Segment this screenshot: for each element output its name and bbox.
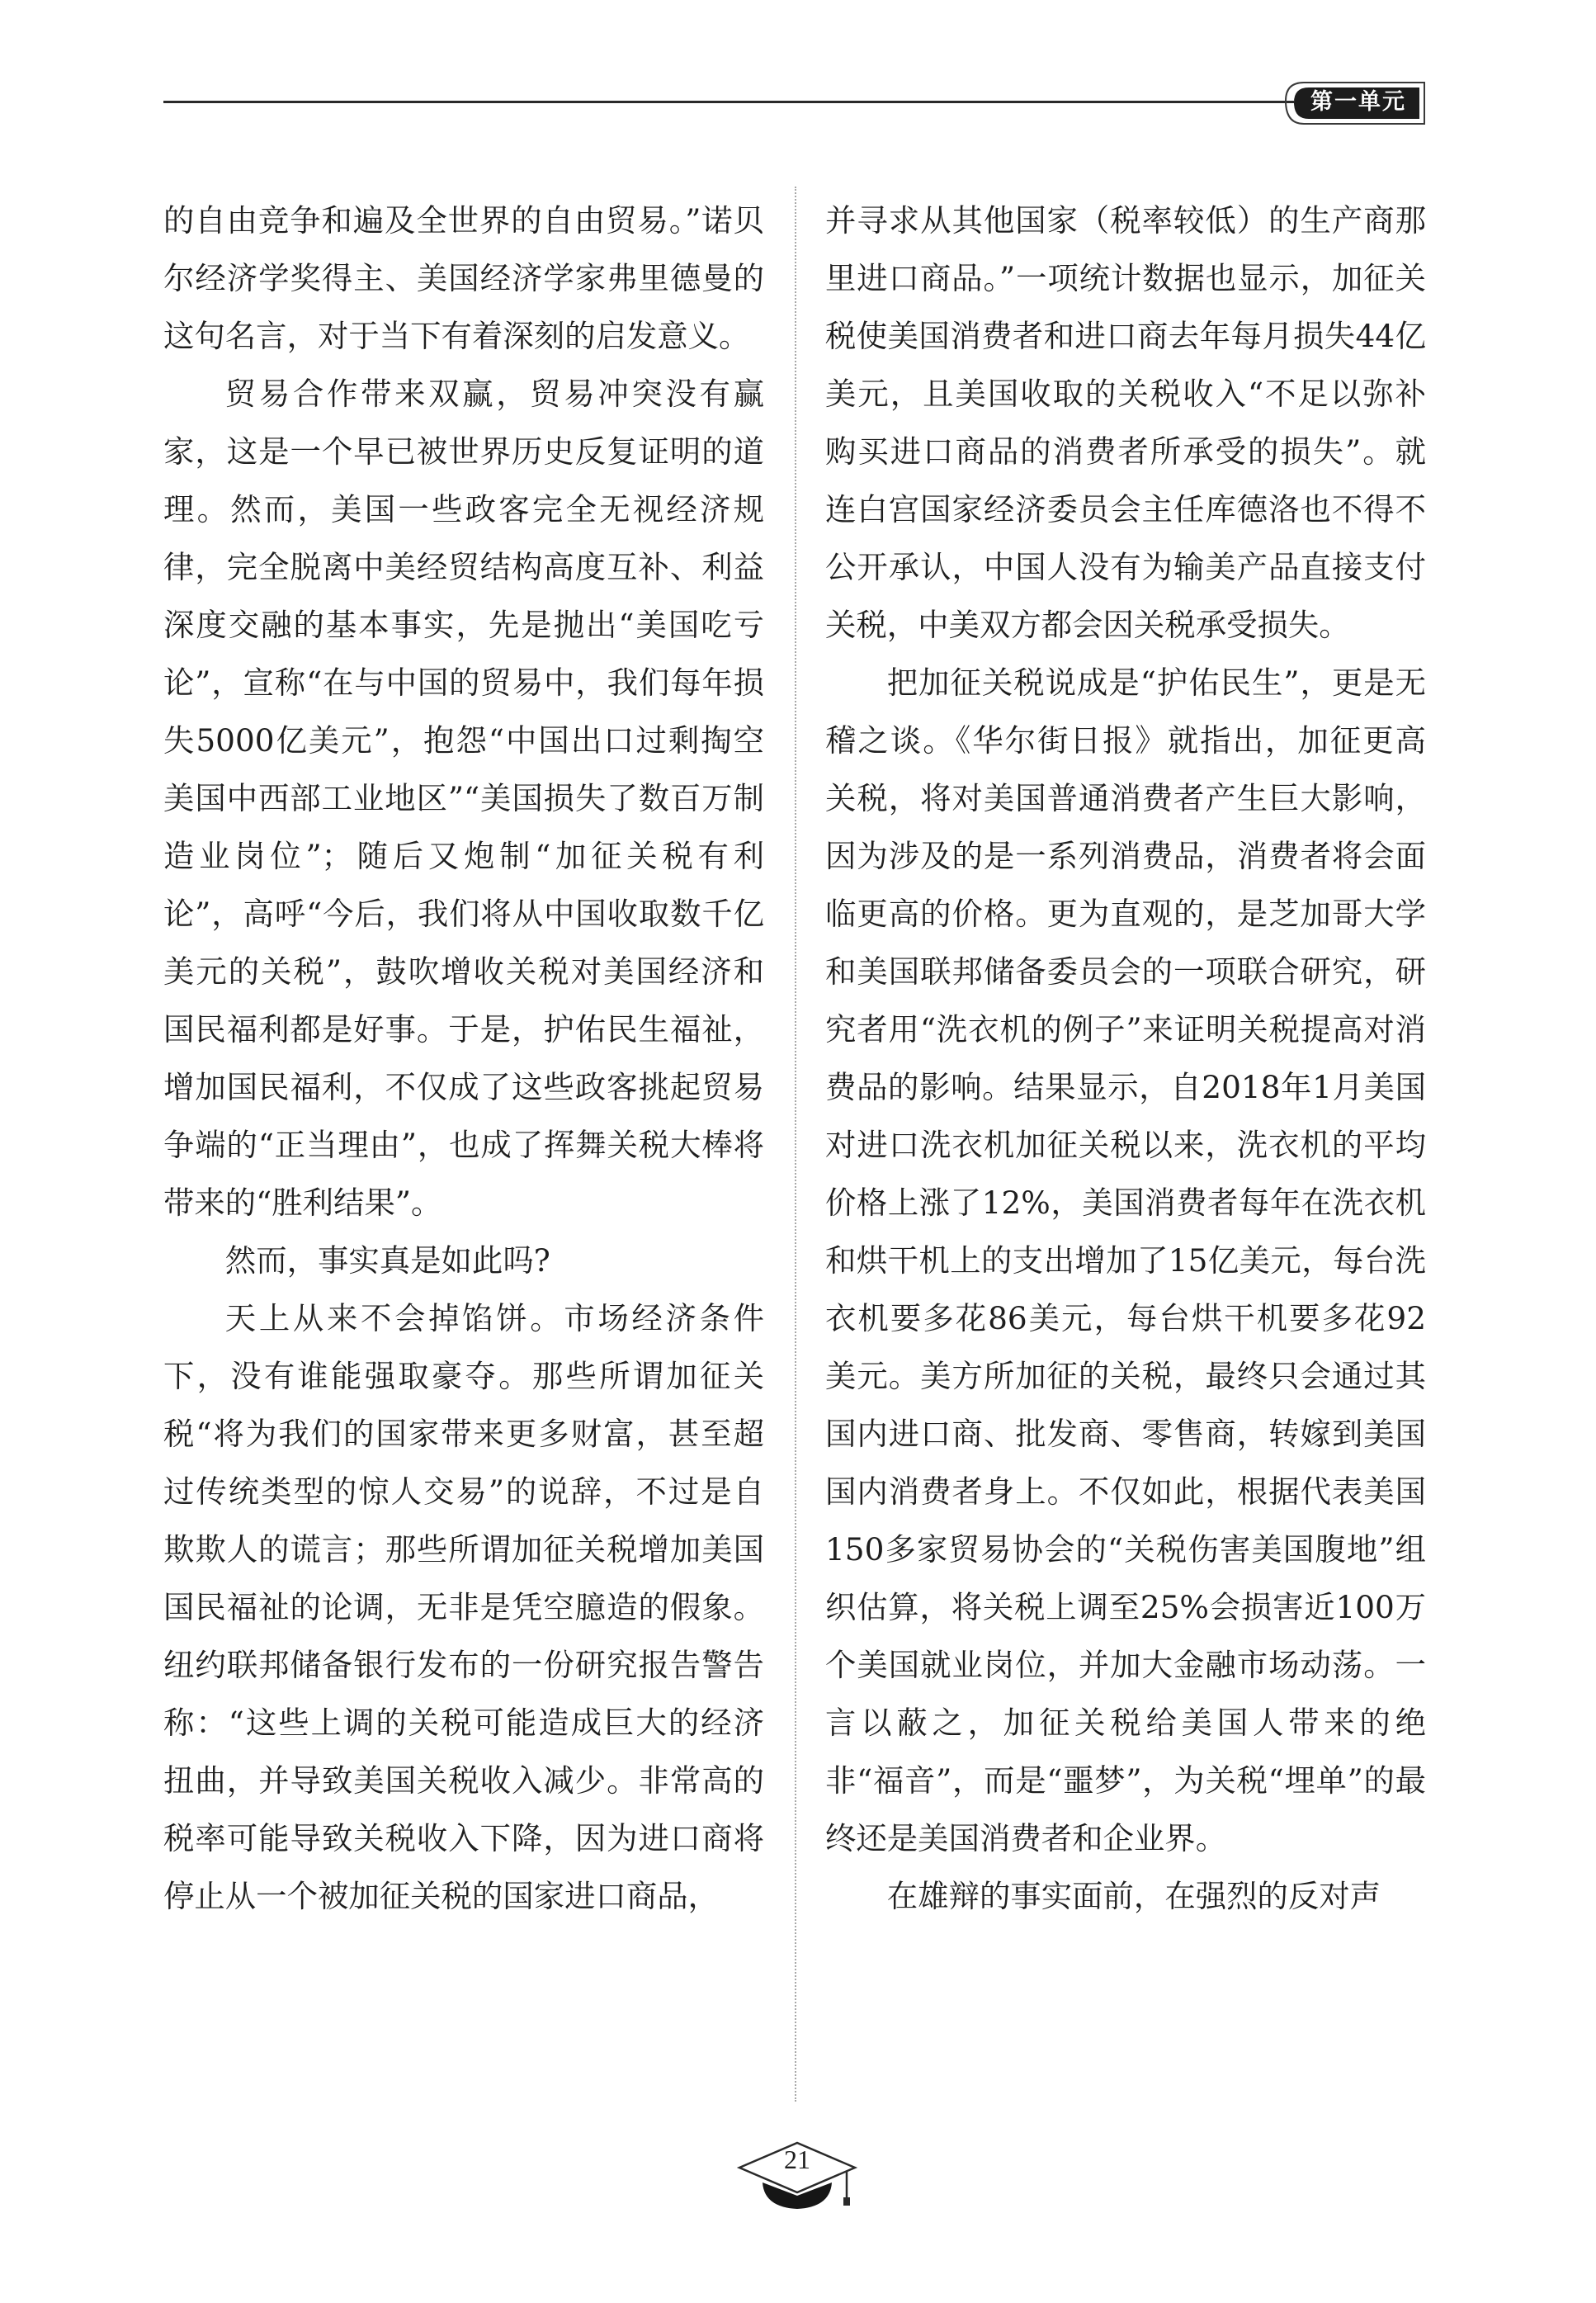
left-paragraph-3: 然而，事实真是如此吗? bbox=[224, 1242, 550, 1279]
right-column bbox=[825, 192, 1426, 1925]
section-tab bbox=[1282, 74, 1428, 129]
page-number: 21 bbox=[784, 2145, 810, 2174]
left-column bbox=[163, 192, 764, 1925]
section-label: 第一单元 bbox=[1310, 89, 1406, 115]
left-paragraph-1: 的自由竞争和遍及全世界的自由贸易。”诺贝尔经济学奖得主、美国经济学家弗里德曼的这句名言，对于当下有着深刻的启发意义。 bbox=[163, 202, 764, 354]
left-paragraph-4: 天上从来不会掉馅饼。市场经济条件下，没有谁能强取豪夺。那些所谓加征关税“将为我们的国家带来更多财富，甚至超过传统类型的惊人交易”的说辞，不过是自欺欺人的谎言；那些所谓加征关税增加美国国民福祉的论调，无非是凭空臆造的假象。纽约联邦储备银行发布的一份研究报告警告称：“这些上调的关税可能造成巨大的经济扭曲，并导致美国关税收入减少。非常高的税率可能导致关税收入下降，因为进口商将停止从一个被加征关税的国家进口商品， bbox=[163, 1300, 764, 1914]
page-number-badge bbox=[731, 2136, 863, 2219]
right-paragraph-2: 把加征关税说成是“护佑民生”，更是无稽之谈。《华尔街日报》就指出，加征更高关税，将对美国普通消费者产生巨大影响，因为涉及的是一系列消费品，消费者将会面临更高的价格。更为直观的，是芝加哥大学和美国联邦储备委员会的一项联合研究，研究者用“洗衣机的例子”来证明关税提高对消费品的影响。结果显示，自2018年1月美国对进口洗衣机加征关税以来，洗衣机的平均价格上涨了12%，美国消费者每年在洗衣机和烘干机上的支出增加了15亿美元，每台洗衣机要多花86美元，每台烘干机要多花92美元。美方所加征的关税，最终只会通过其国内进口商、批发商、零售商，转嫁到美国国内消费者身上。不仅如此，根据代表美国150多家贸易协会的“关税伤害美国腹地”组织估算，将关税上调至25%会损害近100万个美国就业岗位，并加大金融市场动荡。一言以蔽之，加征关税给美国人带来的绝非“福音”，而是“噩梦”，为关税“埋单”的最终还是美国消费者和企业界。 bbox=[825, 664, 1426, 1856]
column-divider bbox=[795, 187, 796, 2102]
right-paragraph-3: 在雄辩的事实面前，在强烈的反对声 bbox=[886, 1878, 1381, 1914]
right-paragraph-1: 并寻求从其他国家（税率较低）的生产商那里进口商品。”一项统计数据也显示，加征关税使美国消费者和进口商去年每月损失44亿美元，且美国收取的关税收入“不足以弥补购买进口商品的消费者所承受的损失”。就连白宫国家经济委员会主任库德洛也不得不公开承认，中国人没有为输美产品直接支付关税，中美双方都会因关税承受损失。 bbox=[825, 202, 1426, 643]
header-rule bbox=[163, 101, 1294, 103]
left-paragraph-2: 贸易合作带来双赢，贸易冲突没有赢家，这是一个早已被世界历史反复证明的道理。然而，美国一些政客完全无视经济规律，完全脱离中美经贸结构高度互补、利益深度交融的基本事实，先是抛出“美国吃亏论”，宣称“在与中国的贸易中，我们每年损失5000亿美元”，抱怨“中国出口过剩掏空美国中西部工业地区”“美国损失了数百万制造业岗位”；随后又炮制“加征关税有利论”，高呼“今后，我们将从中国收取数千亿美元的关税”，鼓吹增收关税对美国经济和国民福利都是好事。于是，护佑民生福祉，增加国民福利，不仅成了这些政客挑起贸易争端的“正当理由”，也成了挥舞关税大棒将带来的“胜利结果”。 bbox=[163, 376, 764, 1221]
